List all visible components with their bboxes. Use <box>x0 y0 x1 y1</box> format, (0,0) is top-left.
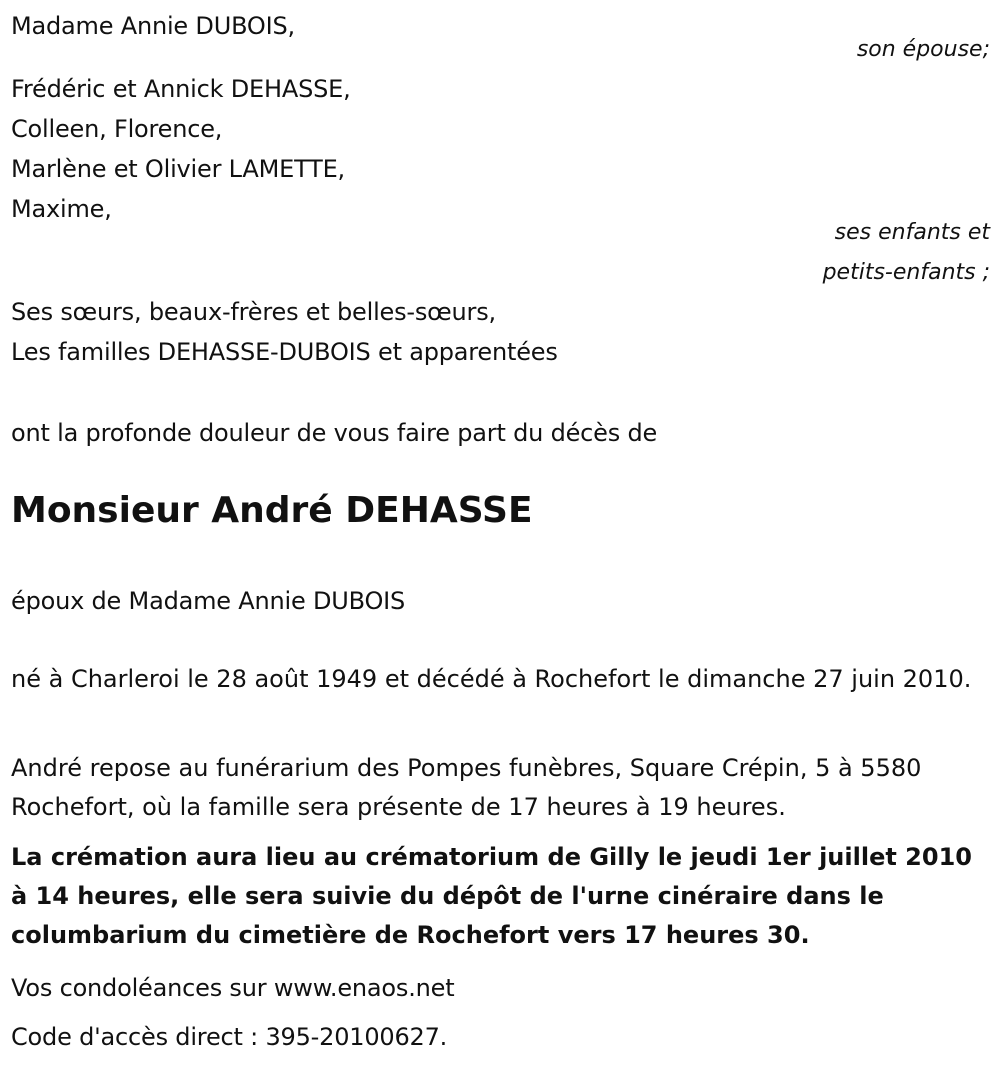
repose-text: André repose au funérarium des Pompes funèbres, Square Crépin, 5 à 5580 Rochefort, où la famille sera présente de 17 heures à 19 heures. <box>11 754 922 821</box>
deceased-name: Monsieur André DEHASSE <box>11 490 533 531</box>
spouse-of-text: époux de Madame Annie DUBOIS <box>11 587 406 615</box>
access-code-text: Code d'accès direct : 395-20100627. <box>11 1023 448 1051</box>
cremation-text: La crémation aura lieu au crématorium de Gilly le jeudi 1er juillet 2010 à 14 heures, elle sera suivie du dépôt de l'urne cinéraire dans le columbarium du cimetière de Rochefort vers 17 heures 30. <box>11 843 972 949</box>
child-line-4: Maxime, <box>11 195 112 223</box>
child-line-1: Frédéric et Annick DEHASSE, <box>11 75 351 103</box>
children-label-2: petits-enfants ; <box>822 260 990 285</box>
spouse-label: son épouse; <box>856 37 990 62</box>
intro-text: ont la profonde douleur de vous faire part du décès de <box>11 419 658 447</box>
families-line: Les familles DEHASSE-DUBOIS et apparentées <box>11 338 558 366</box>
child-line-3: Marlène et Olivier LAMETTE, <box>11 155 345 183</box>
birth-death-text: né à Charleroi le 28 août 1949 et décédé à Rochefort le dimanche 27 juin 2010. <box>11 665 972 693</box>
child-line-2: Colleen, Florence, <box>11 115 223 143</box>
siblings-line: Ses sœurs, beaux-frères et belles-sœurs, <box>11 298 496 326</box>
condolences-text: Vos condoléances sur www.enaos.net <box>11 974 455 1002</box>
children-label-1: ses enfants et <box>834 220 990 245</box>
spouse-name: Madame Annie DUBOIS, <box>11 12 295 40</box>
